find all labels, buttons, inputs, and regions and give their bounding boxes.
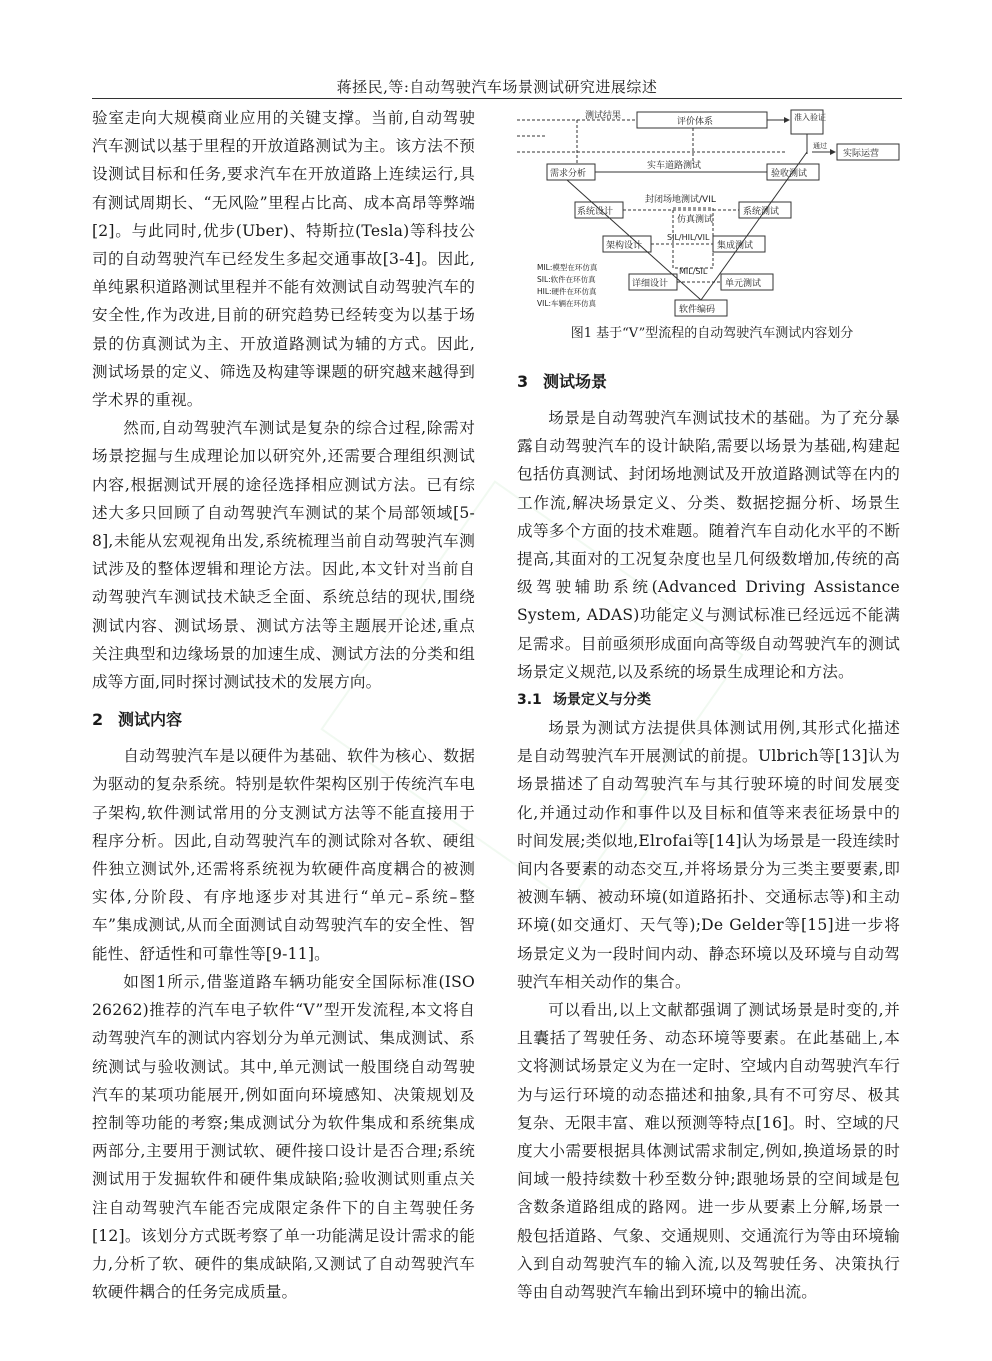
running-header: 蒋拯民,等:自动驾驶汽车场景测试研究进展综述 [336, 78, 658, 96]
label-req: 需求分析 [550, 169, 587, 179]
v-model-diagram [517, 106, 907, 318]
label-eval-system: 评价体系 [677, 117, 714, 127]
legend-sil: SIL:软件在环仿真 [537, 275, 596, 284]
left-column [92, 104, 475, 1306]
label-arch: 架构设计 [606, 241, 643, 251]
section-number: 2 [92, 710, 104, 730]
section-title: 测试内容 [118, 710, 183, 730]
right-column [517, 358, 900, 1306]
subsection-title: 场景定义与分类 [553, 692, 651, 709]
paragraph: 可以看出,以上文献都强调了测试场景是时变的,并且囊括了驾驶任务、动态环境等要素。在此基础上,本文将测试场景定义为在一定时、空域内自动驾驶汽车行为与运行环境的动态描述和抽象,具有不可穷尽、极其复杂、无限丰富、难以预测等特点[16]。时、空域的尺度大小需要根据具体测试需求制定,例如,换道场景的时间域一般持续数十秒至数分钟;跟驰场景的空间域是包含数条道路组成的路网。进一步从要素上分解,场景一般包括道路、气象、交通规则、交通流行为等由环境输入到自动驾驶汽车的输入流,以及驾驶任务、决策执行等由自动驾驶汽车输出到环境中的输出流。 [517, 1001, 900, 1302]
label-integ: 集成测试 [717, 241, 754, 251]
figure-caption: 图1 基于“V”型流程的自动驾驶汽车测试内容划分 [570, 326, 854, 341]
label-road-test: 实车道路测试 [647, 161, 702, 171]
header-rule [92, 98, 902, 99]
label-mil-sil: MIL/SIL [679, 267, 708, 276]
section-number: 3 [517, 372, 529, 391]
label-pass: 通过 [813, 142, 827, 150]
label-test-result: 测试结果 [585, 111, 622, 121]
label-unit: 单元测试 [725, 279, 762, 289]
label-sim: 仿真测试 [677, 215, 714, 225]
paragraph: 自动驾驶汽车是以硬件为基础、软件为核心、数据为驱动的复杂系统。特别是软件架构区别于传统汽车电子架构,软件测试常用的分支测试方法等不能直接用于程序分析。因此,自动驾驶汽车的测试除对各软、硬组件独立测试外,还需将系统视为软硬件高度耦合的被测实体,分阶段、有序地逐步对其进行“单元–系统–整车”集成测试,从而全面测试自动驾驶汽车的安全性、智能性、舒适性和可靠性等[9-11]。 [92, 747, 475, 963]
section-heading [92, 706, 475, 734]
paragraph: 然而,自动驾驶汽车测试是复杂的综合过程,除需对场景挖掘与生成理论加以研究外,还需要合理组织测试内容,根据测试开展的途径选择相应测试方法。已有综述大多只回顾了自动驾驶汽车测试的某个局部领域[5-8],未能从宏观视角出发,系统梳理当前自动驾驶汽车测试涉及的整体逻辑和理论方法。因此,本文针对当前自动驾驶汽车测试技术缺乏全面、系统总结的现状,围绕测试内容、测试场景、测试方法等主题展开论述,重点关注典型和边缘场景的加速生成、测试方法的分类和组成等方面,同时探讨测试技术的发展方向。 [92, 419, 475, 692]
label-accept: 验收测试 [771, 169, 808, 179]
legend-mil: MIL:模型在环仿真 [537, 263, 598, 272]
label-sys-design: 系统设计 [577, 207, 614, 217]
label-access: 准入验证 [794, 113, 826, 122]
section-title: 测试场景 [543, 372, 608, 391]
label-sys-test: 系统测试 [743, 207, 780, 217]
label-detail: 详细设计 [632, 279, 669, 289]
label-shv: SIL/HIL/VIL [667, 233, 710, 242]
label-closed: 封闭场地测试/VIL [645, 195, 716, 205]
paragraph: 场景为测试方法提供具体测试用例,其形式化描述是自动驾驶汽车开展测试的前提。Ulbrich等[13]认为场景描述了自动驾驶汽车与其行驶环境的时间发展变化,并通过动作和事件以及目标和值等来表征场景中的时间发展;类似地,Elrofai等[14]认为场景是一段连续时间内各要素的动态交互,并将场景分为三类主要要素,即被测车辆、被动环境(如道路拓扑、交通标志等)和主动环境(如交通灯、天气等);De Gelder等[15]进一步将场景定义为一段时间内动、静态环境以及环境与自动驾驶汽车相关动作的集合。 [517, 719, 900, 991]
paragraph: 场景是自动驾驶汽车测试技术的基础。为了充分暴露自动驾驶汽车的设计缺陷,需要以场景为基础,构建起包括仿真测试、封闭场地测试及开放道路测试等在内的工作流,解决场景定义、分类、数据挖掘分析、场景生成等多个方面的技术难题。随着汽车自动化水平的不断提高,其面对的工况复杂度也呈几何级数增加,传统的高级驾驶辅助系统(Advanced Driving Assistance System, ADAS)功能定义与测试标准已经远远不能满足需求。目前亟须形成面向高等级自动驾驶汽车的测试场景定义规范,以及系统的场景生成理论和方法。 [517, 409, 900, 681]
label-actual-op: 实际运营 [843, 149, 880, 159]
paragraph: 验室走向大规模商业应用的关键支撑。当前,自动驾驶汽车测试以基于里程的开放道路测试为主。该方法不预设测试目标和任务,要求汽车在开放道路上连续运行,具有测试周期长、“无风险”里程占比高、成本高昂等弊端[2]。与此同时,优步(Uber)、特斯拉(Tesla)等科技公司的自动驾驶汽车已经发生多起交通事故[3-4]。因此,单纯累积道路测试里程并不能有效测试自动驾驶汽车的安全性,作为改进,目前的研究趋势已经转变为以基于场景的仿真测试为主、开放道路测试为辅的方式。因此,测试场景的定义、筛选及构建等课题的研究越来越得到学术界的重视。 [92, 109, 475, 410]
subsection-heading [517, 686, 900, 714]
figure-v-model [517, 106, 907, 318]
legend-hil: HIL:硬件在环仿真 [537, 287, 597, 296]
subsection-number: 3.1 [517, 692, 542, 709]
legend-vil: VIL:车辆在环仿真 [537, 299, 597, 308]
label-code: 软件编码 [679, 305, 716, 315]
paragraph: 如图1所示,借鉴道路车辆功能安全国际标准(ISO 26262)推荐的汽车电子软件“V”型开发流程,本文将自动驾驶汽车的测试内容划分为单元测试、集成测试、系统测试与验收测试。其中,单元测试一般围绕自动驾驶汽车的某项功能展开,例如面向环境感知、决策规划及控制等功能的考察;集成测试分为软件集成和系统集成两部分,主要用于测试软、硬件接口设计是否合理;系统测试用于发掘软件和硬件集成缺陷;验收测试则重点关注自动驾驶汽车能否完成限定条件下的自主驾驶任务[12]。该划分方式既考察了单一功能满足设计需求的能力,分析了软、硬件的集成缺陷,又测试了自动驾驶汽车软硬件耦合的任务完成质量。 [92, 972, 475, 1302]
section-heading [517, 368, 900, 396]
